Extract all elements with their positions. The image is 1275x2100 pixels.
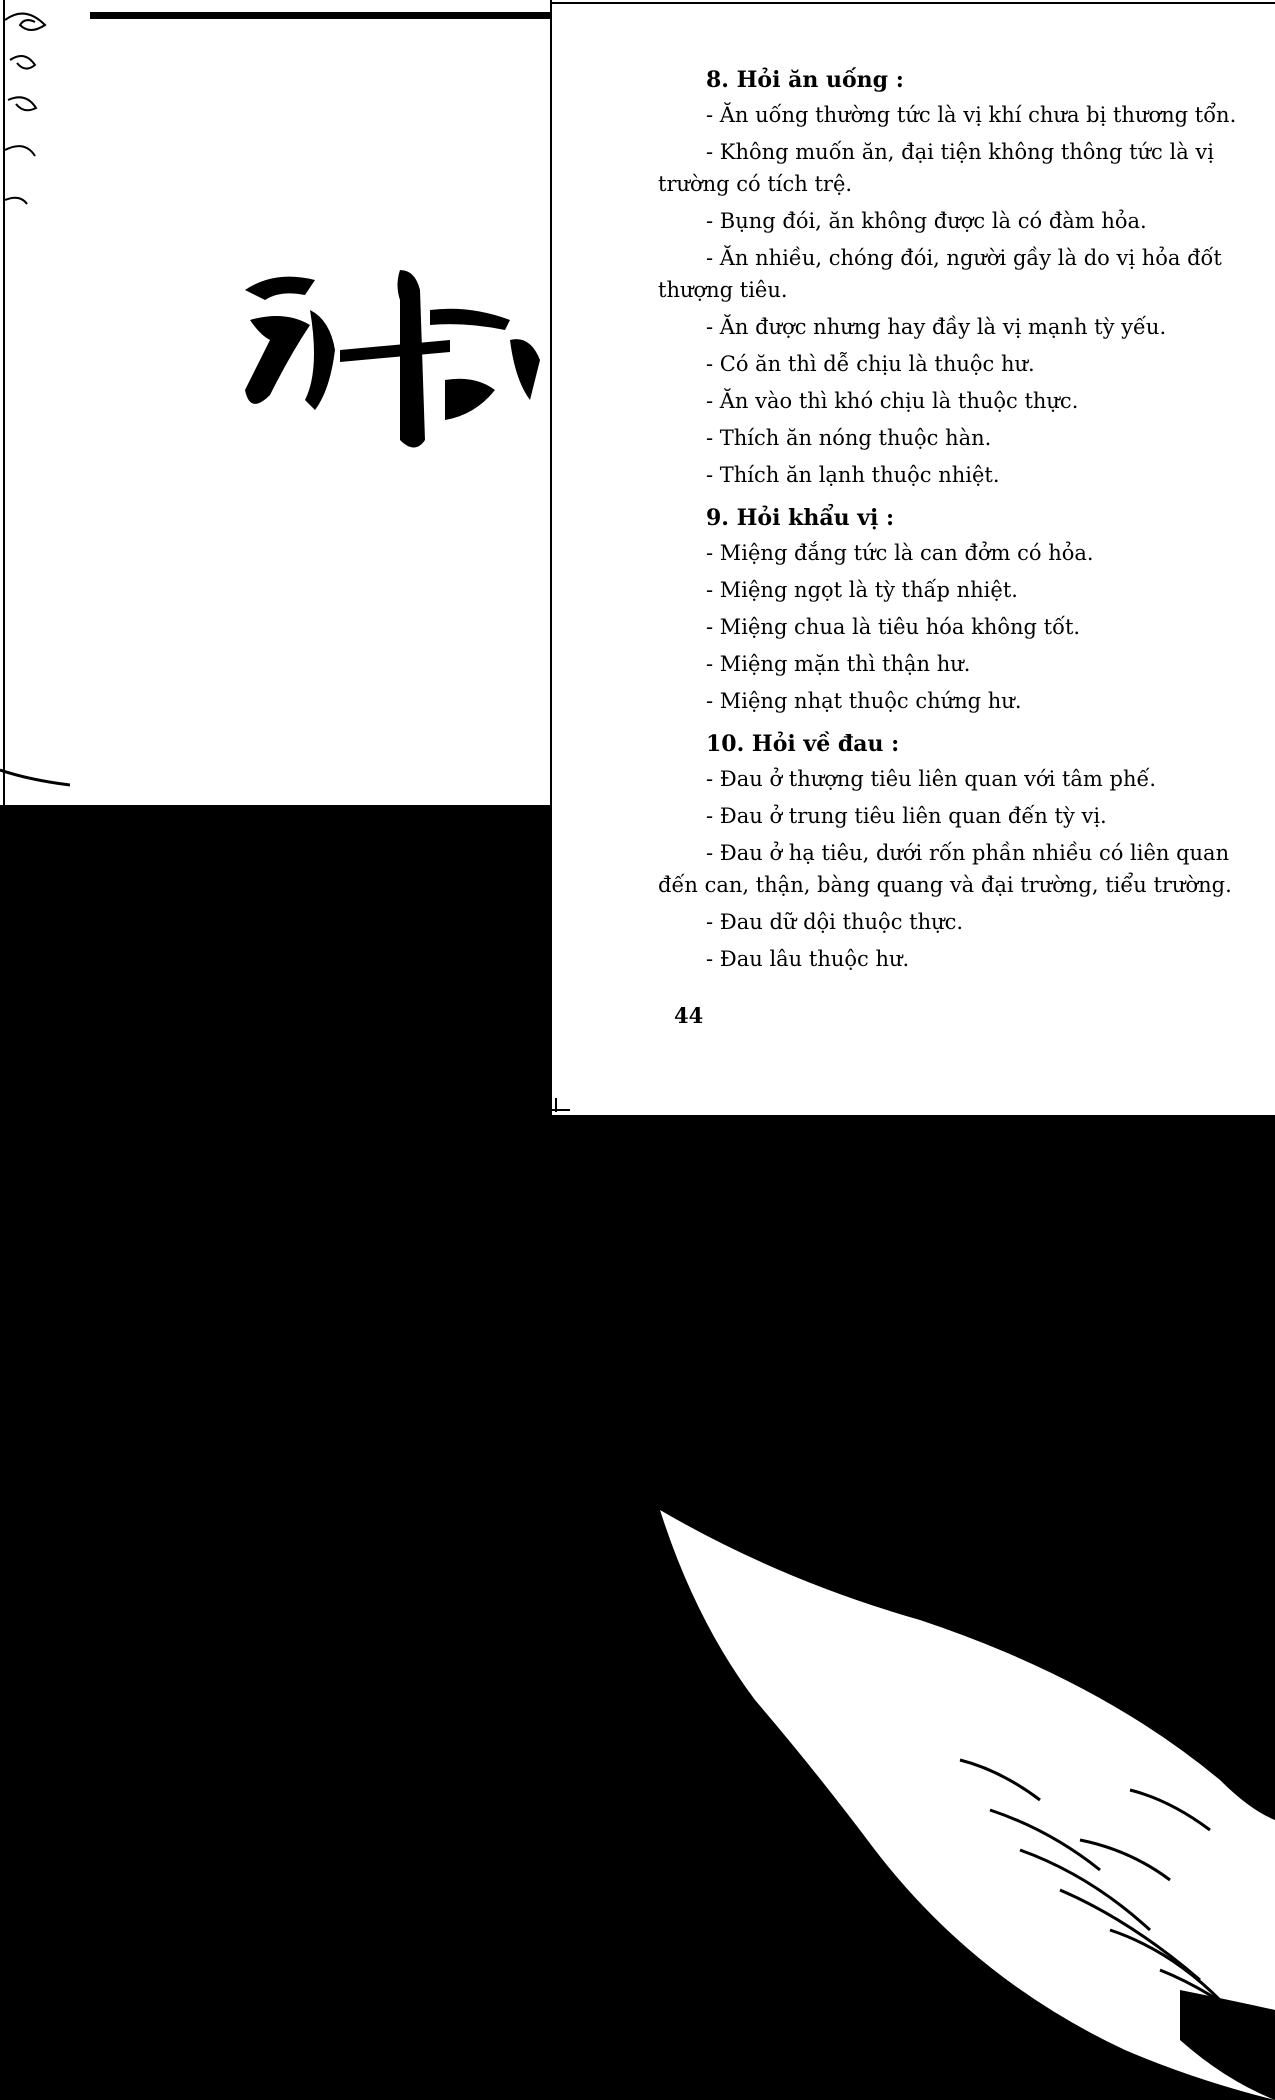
list-item: - Bụng đói, ăn không được là có đàm hỏa. — [706, 209, 1147, 233]
page-top-border — [552, 2, 1275, 4]
list-item: - Thích ăn lạnh thuộc nhiệt. — [706, 463, 1000, 487]
list-item: - Miệng mặn thì thận hư. — [706, 652, 971, 676]
brush-wave-artwork — [660, 1510, 1275, 2100]
list-item: - Miệng đắng tức là can đởm có hỏa. — [706, 541, 1094, 565]
list-item: - Đau ở hạ tiêu, dưới rốn phần nhiều có liên quan đến can, thận, bàng quang và đại trường, tiểu trường. — [658, 841, 1232, 897]
list-item: - Không muốn ăn, đại tiện không thông tức là vị trường có tích trệ. — [658, 140, 1214, 196]
list-item: - Có ăn thì dễ chịu là thuộc hư. — [706, 352, 1035, 376]
list-item: - Ăn được nhưng hay đầy là vị mạnh tỳ yếu. — [706, 315, 1167, 339]
list-item: - Ăn nhiều, chóng đói, người gầy là do vị hỏa đốt thượng tiêu. — [658, 246, 1222, 302]
list-item: - Ăn uống thường tức là vị khí chưa bị thương tổn. — [706, 103, 1237, 127]
list-item: - Miệng ngọt là tỳ thấp nhiệt. — [706, 578, 1018, 602]
top-rule-line — [90, 12, 550, 19]
section-title: 10. Hỏi về đau : — [706, 731, 900, 757]
list-item: - Thích ăn nóng thuộc hàn. — [706, 426, 992, 450]
list-item: - Đau ở trung tiêu liên quan đến tỳ vị. — [706, 804, 1107, 828]
page-number: 44 — [674, 1003, 704, 1028]
list-item: - Đau dữ dội thuộc thực. — [706, 910, 964, 934]
corner-tick-mark — [552, 1098, 570, 1112]
section-title: 9. Hỏi khẩu vị : — [706, 505, 895, 531]
list-item: - Miệng chua là tiêu hóa không tốt. — [706, 615, 1081, 639]
document-page — [552, 0, 1275, 1115]
decorative-border-ornament — [0, 0, 70, 805]
list-item: - Đau ở thượng tiêu liên quan với tâm phế. — [706, 767, 1157, 791]
list-item: - Ăn vào thì khó chịu là thuộc thực. — [706, 389, 1079, 413]
section-title: 8. Hỏi ăn uống : — [706, 67, 904, 93]
calligraphy-image — [230, 250, 550, 450]
page-body — [658, 62, 1268, 980]
list-item: - Miệng nhạt thuộc chứng hư. — [706, 689, 1022, 713]
left-page-fragment — [0, 0, 550, 805]
list-item: - Đau lâu thuộc hư. — [706, 947, 910, 971]
